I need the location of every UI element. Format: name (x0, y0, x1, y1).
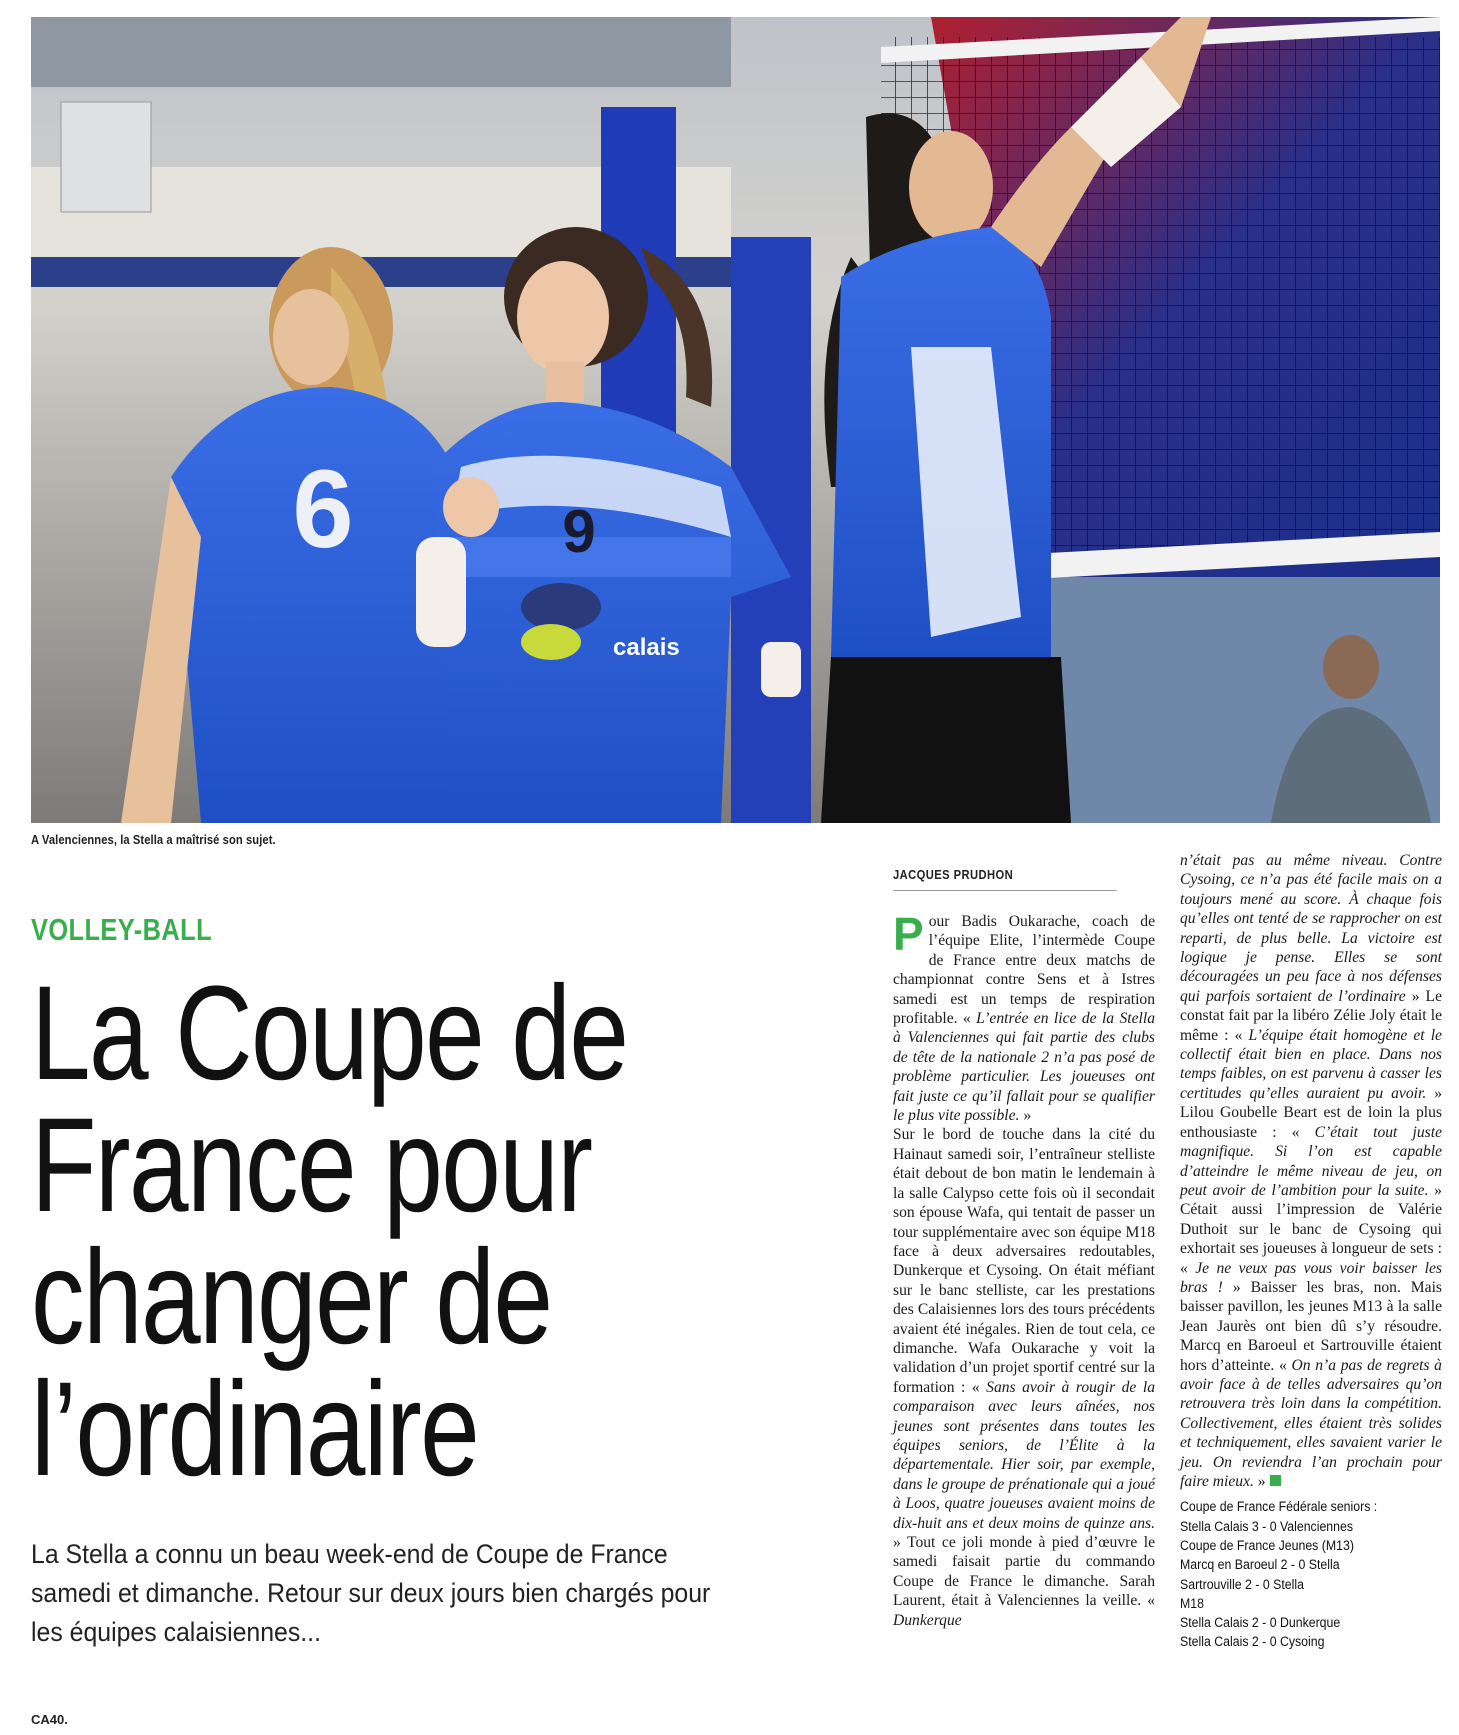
text-run: » Lilou Goubelle Beart est de loin la plus enthousiaste : « (1180, 1084, 1442, 1141)
end-mark-icon (1270, 1475, 1281, 1486)
text-run: » Baisser les bras, non. Mais baisser pavillon, les jeunes M13 à la salle Jean Jaurès ont bien dû s’y résoudre. Marcq en Baroeul et Sartrouville étaient hors d’atteinte. « (1180, 1278, 1442, 1374)
dropcap: P (893, 908, 924, 960)
article-photo (31, 17, 1440, 823)
quote: L’entrée en lice de la Stella à Valenciennes qui fait partie des clubs de tête de la nationale 2 n’a pas posé de problème particulier. Les joueuses ont fait juste ce qu’il fallait pour se qualifier le plus vite possible. (893, 1010, 1156, 1125)
result-line: Stella Calais 2 - 0 Dunkerque (1180, 1615, 1341, 1631)
svg-text:calais: calais (613, 634, 680, 661)
quote: C’était tout juste magnifique. Si l’on est capable d’atteindre le même niveau de jeu, on peut avoir de l’ambition pour la suite. (1180, 1123, 1442, 1199)
result-line: Stella Calais 3 - 0 Valenciennes (1180, 1518, 1354, 1534)
article-column-2 (1180, 851, 1442, 1652)
result-line: Coupe de France Fédérale seniors : (1180, 1499, 1378, 1515)
result-line: Stella Calais 2 - 0 Cysoing (1180, 1634, 1325, 1650)
text-run: Sur le bord de touche dans la cité du Hainaut samedi soir, l’entraîneur stelliste était debout de bon matin le lendemain à la salle Calypso cette fois où il secondait son épouse Wafa, qui tentait de passer un tour supplémentaire avec son équipe M18 face à deux adversaires redoutables, Dunkerque et Cysoing. On était méfiant sur le banc stelliste, car les prestations des Calaisiennes lors des tours précédents avaient été inégales. Rien de tout cela, ce dimanche. Wafa Oukarache y voit la validation d’un projet sportif centré sur la formation : « (893, 1126, 1155, 1396)
text-run: » Cétait aussi l’impression de Valérie Duthoit sur le banc de Cysoing qui exhortait ses joueuses à longueur de sets : « (1180, 1181, 1442, 1277)
text-run: » Le constat fait par la libéro Zélie Joly était le même : « (1180, 987, 1442, 1044)
result-line: Coupe de France Jeunes (M13) (1180, 1538, 1354, 1553)
svg-text:6: 6 (292, 448, 354, 571)
text-run: » (1019, 1107, 1032, 1125)
article-byline: JACQUES PRUDHON (893, 867, 1117, 891)
quote: L’équipe était homogène et le collectif était bien en place. Dans nos temps faibles, on est parvenu à casser les certitudes qu’elles auraient pu avoir. (1180, 1026, 1442, 1102)
text-run: » Tout ce joli monde à pied d’œuvre le samedi faisait partie du commando Coupe de France le dimanche. Sarah Laurent, était à Valenciennes la veille. « (893, 1534, 1155, 1610)
svg-text:9: 9 (562, 498, 596, 565)
photo-caption: A Valenciennes, la Stella a maîtrisé son sujet. (31, 832, 276, 847)
quote: On n’a pas de regrets à avoir face à de telles adversaires qu’on retrouvera très loin dans la compétition. Collectivement, elles étaient très solides et techniquement, elles savaient varier le jeu. On reviendra l’an prochain pour faire mieux. (1180, 1356, 1442, 1490)
article-column-1 (893, 908, 1156, 1630)
section-kicker: VOLLEY-BALL (31, 912, 213, 947)
quote: Dunkerque (893, 1611, 962, 1629)
quote: Sans avoir à rougir de la comparaison avec leurs aînées, nos jeunes sont présentes dans toutes les équipes seniors, de l’Élite à la départementale. Hier soir, par exemple, dans le groupe de prénationale qui a joué à Loos, quatre joueuses avaient moins de dix-huit ans et deux moins de quinze ans. (893, 1378, 1155, 1532)
quote: n’était pas au même niveau. Contre Cysoing, ce n’a pas été facile mais on a toujours mené au score. À chaque fois qu’elles ont tenté de se rapprocher on est reparti, de plus belle. La victoire est logique je pense. Elles se sont découragées un peu face à nos défenses qui parfois sortaient de l’ordinaire (1180, 852, 1442, 1005)
text-run: our Badis Oukarache, coach de l’équipe Elite, l’intermède Coupe de France entre deux matchs de championnat contre Sens et à Istres samedi est un temps de respiration profitable. « (893, 913, 1155, 1028)
results-box (1180, 1497, 1442, 1651)
result-line: Sartrouville 2 - 0 Stella (1180, 1576, 1304, 1592)
result-line: M18 (1180, 1595, 1204, 1611)
result-line: Marcq en Baroeul 2 - 0 Stella (1180, 1557, 1340, 1573)
page-folio: CA40. (31, 1712, 68, 1727)
article-headline: La Coupe de France pour changer de l’ordinaire (31, 959, 628, 1504)
quote: Je ne veux pas vous voir baisser les bras ! (1180, 1259, 1442, 1296)
article-lead: La Stella a connu un beau week-end de Coupe de France samedi et dimanche. Retour sur deux jours bien chargés pour les équipes calaisiennes... (31, 1539, 711, 1647)
paragraph-3 (1180, 851, 1442, 1491)
paragraph-1 (893, 908, 1156, 1125)
volleyball-players-illustration (31, 17, 1440, 823)
text-run: » (1253, 1473, 1266, 1490)
paragraph-2 (893, 1125, 1155, 1630)
